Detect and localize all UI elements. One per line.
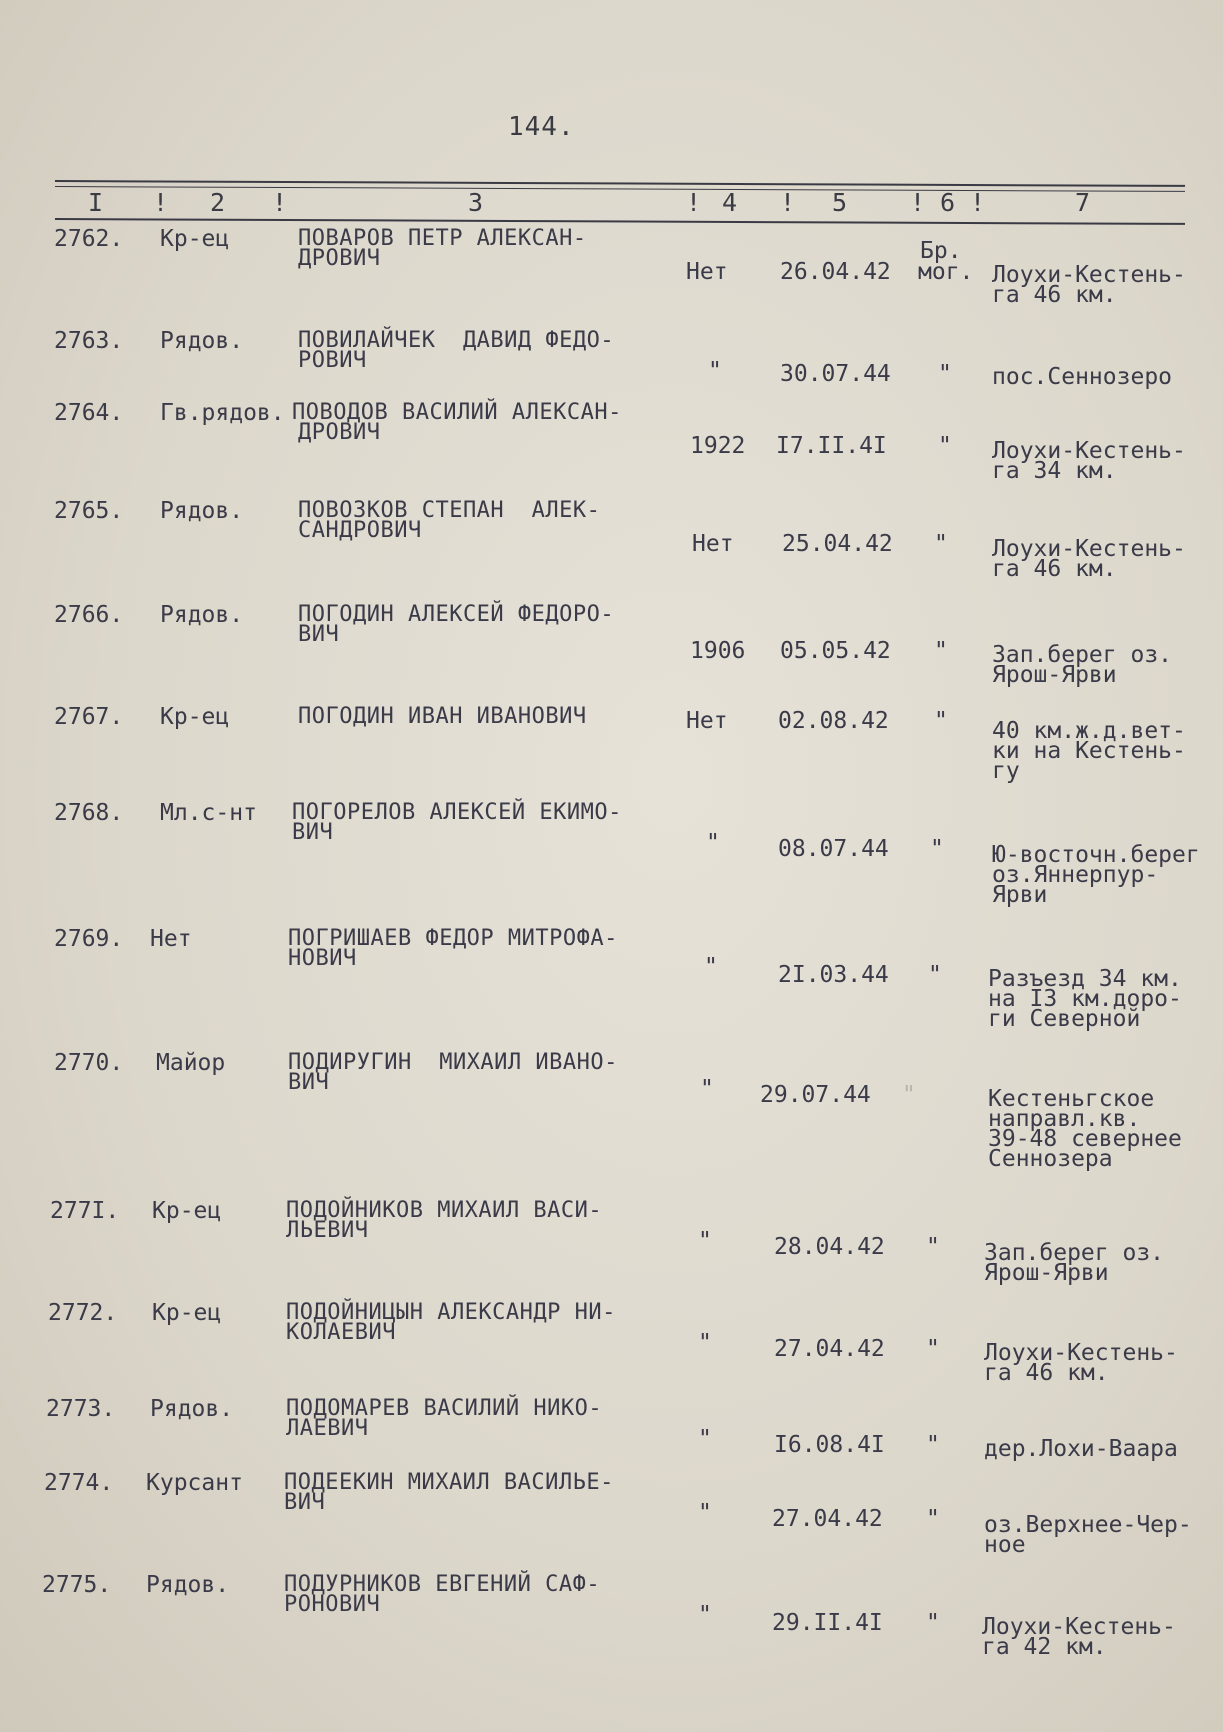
rank: Нет — [150, 926, 192, 952]
full-name-line-2: РОВИЧ — [298, 348, 367, 373]
full-name-line-2: ЛАЕВИЧ — [286, 1416, 369, 1441]
birth-year: Нет — [686, 259, 728, 285]
birth-year: " — [698, 1426, 712, 1452]
rank: Рядов. — [150, 1396, 234, 1422]
record-number: 277I. — [50, 1198, 120, 1224]
full-name-line-2: РОНОВИЧ — [284, 1592, 381, 1617]
full-name-line-2: КОЛАЕВИЧ — [286, 1320, 396, 1345]
record-number: 2775. — [42, 1572, 112, 1598]
burial-place-line-1: Зап.берег оз. — [992, 642, 1173, 668]
record-number: 2767. — [54, 704, 124, 730]
header-separator: ! — [686, 188, 702, 217]
burial-place-line-1: дер.Лохи-Ваара — [984, 1436, 1178, 1462]
rank: Мл.с-нт — [160, 800, 257, 826]
burial-type: " — [902, 1082, 916, 1108]
death-date: 30.07.44 — [780, 361, 891, 387]
burial-type: " — [934, 638, 948, 664]
burial-type: " — [930, 836, 944, 862]
burial-type: " — [926, 1432, 940, 1458]
record-number: 2764. — [54, 400, 124, 426]
full-name-line-1: ПОГОРЕЛОВ АЛЕКСЕЙ ЕКИМО- — [292, 800, 622, 825]
burial-place-line-1: Лоухи-Кестень- — [992, 438, 1186, 464]
record-number: 2765. — [54, 498, 124, 524]
burial-place-line-2: ное — [984, 1532, 1026, 1558]
rank: Рядов. — [160, 328, 244, 354]
burial-place-line-1: Лоухи-Кестень- — [992, 262, 1186, 288]
full-name-line-1: ПОГОДИН АЛЕКСЕЙ ФЕДОРО- — [298, 602, 615, 627]
rank: Кр-ец — [152, 1300, 222, 1326]
burial-place-line-1: Лоухи-Кестень- — [992, 536, 1186, 562]
burial-type: " — [934, 708, 948, 734]
burial-place-line-2: направл.кв. — [988, 1106, 1141, 1132]
death-date: I7.II.4I — [776, 433, 887, 459]
rank: Кр-ец — [160, 226, 230, 252]
death-date: 05.05.42 — [780, 638, 891, 664]
burial-place-line-1: пос.Сеннозеро — [992, 364, 1173, 390]
record-number: 2772. — [48, 1300, 118, 1326]
birth-year: Нет — [692, 531, 734, 557]
rank: Курсант — [146, 1470, 243, 1496]
death-date: 28.04.42 — [774, 1234, 885, 1260]
burial-place-line-1: Разъезд 34 км. — [988, 966, 1182, 992]
burial-place-line-1: оз.Верхнее-Чер- — [984, 1512, 1192, 1538]
birth-year: " — [698, 1228, 712, 1254]
header-separator: ! — [780, 188, 796, 217]
rank: Кр-ец — [160, 704, 230, 730]
full-name-line-2: ВИЧ — [298, 622, 340, 647]
burial-place-line-3: гу — [992, 758, 1020, 784]
burial-place-line-1: 40 км.ж.д.вет- — [992, 718, 1186, 744]
birth-year: " — [698, 1602, 712, 1628]
birth-year: 1906 — [690, 638, 746, 664]
birth-year: " — [698, 1500, 712, 1526]
full-name-line-1: ПОДОЙНИКОВ МИХАИЛ ВАСИ- — [286, 1198, 603, 1223]
rank: Рядов. — [146, 1572, 230, 1598]
burial-place-line-1: Зап.берег оз. — [984, 1240, 1165, 1266]
death-date: 02.08.42 — [778, 708, 889, 734]
burial-type: " — [926, 1610, 940, 1636]
full-name-line-2: ДРОВИЧ — [298, 246, 381, 271]
burial-place-line-2: оз.Яннерпур- — [992, 862, 1159, 888]
burial-type: " — [938, 361, 952, 387]
full-name-line-1: ПОДИРУГИН МИХАИЛ ИВАНО- — [288, 1050, 618, 1075]
burial-place-line-3: 39-48 севернее — [988, 1126, 1182, 1152]
burial-type: " — [934, 531, 948, 557]
birth-year: Нет — [686, 708, 728, 734]
burial-type-line-1: Бр. — [920, 238, 962, 264]
record-number: 2770. — [54, 1050, 124, 1076]
burial-place-line-2: Ярош-Ярви — [992, 662, 1117, 688]
birth-year: 1922 — [690, 433, 746, 459]
birth-year: " — [708, 358, 722, 384]
full-name-line-1: ПОДУРНИКОВ ЕВГЕНИЙ САФ- — [284, 1572, 601, 1597]
death-date: 25.04.42 — [782, 531, 893, 557]
burial-place-line-3: ги Северной — [988, 1006, 1141, 1032]
burial-place-line-2: га 46 км. — [984, 1360, 1109, 1386]
burial-place-line-2: га 46 км. — [992, 556, 1117, 582]
record-number: 2768. — [54, 800, 124, 826]
birth-year: " — [704, 954, 718, 980]
birth-year: " — [698, 1330, 712, 1356]
full-name-line-1: ПОДОЙНИЦЫН АЛЕКСАНДР НИ- — [286, 1300, 616, 1325]
death-date: 26.04.42 — [780, 259, 891, 285]
death-date: 27.04.42 — [772, 1506, 883, 1532]
record-number: 2773. — [46, 1396, 116, 1422]
page-number: 144. — [508, 112, 575, 142]
burial-place-line-1: Лоухи-Кестень- — [982, 1614, 1176, 1640]
death-date: 27.04.42 — [774, 1336, 885, 1362]
burial-type: " — [938, 433, 952, 459]
full-name-line-2: ЛЬЕВИЧ — [286, 1218, 369, 1243]
full-name-line-1: ПОВОЗКОВ СТЕПАН АЛЕК- — [298, 498, 601, 523]
header-col-1: I — [88, 188, 104, 217]
burial-type: " — [928, 962, 942, 988]
record-number: 2769. — [54, 926, 124, 952]
rank: Гв.рядов. — [160, 400, 285, 426]
header-col-6: 6 — [940, 188, 956, 217]
full-name-line-1: ПОДОМАРЕВ ВАСИЛИЙ НИКО- — [286, 1396, 603, 1421]
header-col-3: 3 — [468, 188, 484, 217]
full-name-line-1: ПОГОДИН ИВАН ИВАНОВИЧ — [298, 704, 587, 729]
header-col-4: 4 — [722, 188, 738, 217]
burial-place-line-1: Кестеньгское — [988, 1086, 1155, 1112]
header-col-5: 5 — [832, 188, 848, 217]
full-name-line-2: НОВИЧ — [288, 946, 357, 971]
full-name-line-1: ПОВАРОВ ПЕТР АЛЕКСАН- — [298, 226, 587, 251]
record-number: 2766. — [54, 602, 124, 628]
record-number: 2762. — [54, 226, 124, 252]
full-name-line-1: ПОГРИШАЕВ ФЕДОР МИТРОФА- — [288, 926, 618, 951]
header-separator: ! — [272, 188, 288, 217]
burial-place-line-2: Ярош-Ярви — [984, 1260, 1109, 1286]
birth-year: " — [706, 830, 720, 856]
header-col-7: 7 — [1075, 188, 1091, 217]
death-date: I6.08.4I — [774, 1432, 885, 1458]
burial-place-line-4: Сеннозера — [988, 1146, 1113, 1172]
burial-place-line-1: Ю-восточн.берег — [992, 842, 1200, 868]
header-separator: ! — [153, 188, 169, 217]
death-date: 2I.03.44 — [778, 962, 889, 988]
burial-type: " — [926, 1234, 940, 1260]
birth-year: " — [700, 1076, 714, 1102]
burial-place-line-2: на I3 км.доро- — [988, 986, 1182, 1012]
burial-place-line-2: ки на Кестень- — [992, 738, 1186, 764]
death-date: 29.II.4I — [772, 1610, 883, 1636]
full-name-line-2: САНДРОВИЧ — [298, 518, 422, 543]
full-name-line-2: ДРОВИЧ — [298, 420, 381, 445]
rank: Майор — [156, 1050, 226, 1076]
burial-place-line-2: га 42 км. — [982, 1634, 1107, 1660]
full-name-line-1: ПОВОДОВ ВАСИЛИЙ АЛЕКСАН- — [292, 400, 622, 425]
burial-type: " — [926, 1336, 940, 1362]
full-name-line-1: ПОДЕЕКИН МИХАИЛ ВАСИЛЬЕ- — [284, 1470, 614, 1495]
rank: Рядов. — [160, 602, 244, 628]
death-date: 08.07.44 — [778, 836, 889, 862]
record-number: 2774. — [44, 1470, 114, 1496]
full-name-line-1: ПОВИЛАЙЧЕК ДАВИД ФЕДО- — [298, 328, 615, 353]
record-number: 2763. — [54, 328, 124, 354]
full-name-line-2: ВИЧ — [284, 1490, 326, 1515]
burial-place-line-1: Лоухи-Кестень- — [984, 1340, 1178, 1366]
burial-place-line-2: га 34 км. — [992, 458, 1117, 484]
rank: Кр-ец — [152, 1198, 222, 1224]
burial-place-line-2: га 46 км. — [992, 282, 1117, 308]
death-date: 29.07.44 — [760, 1082, 871, 1108]
header-separator: ! — [970, 188, 986, 217]
burial-type-line-2: мог. — [918, 259, 974, 285]
full-name-line-2: ВИЧ — [292, 820, 334, 845]
full-name-line-2: ВИЧ — [288, 1070, 330, 1095]
header-col-2: 2 — [210, 188, 226, 217]
burial-type: " — [926, 1506, 940, 1532]
burial-place-line-3: Ярви — [992, 882, 1048, 908]
rank: Рядов. — [160, 498, 244, 524]
header-separator: ! — [910, 188, 926, 217]
